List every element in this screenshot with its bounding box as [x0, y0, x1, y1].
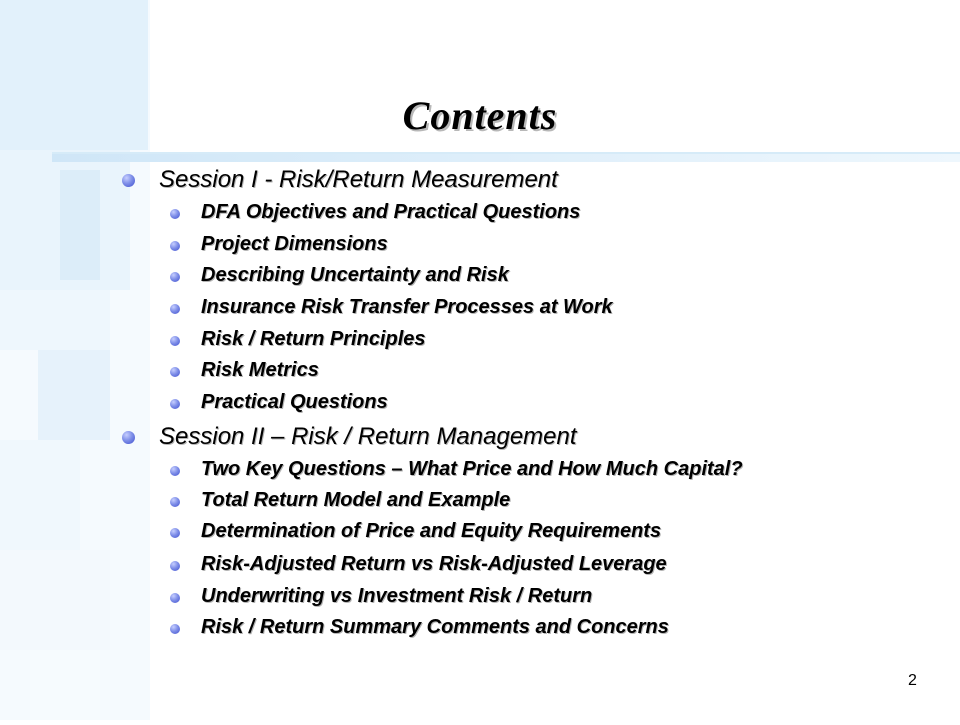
- slide-title: Contents: [402, 93, 558, 138]
- list-item-text: Describing Uncertainty and Risk: [201, 264, 509, 286]
- bullet-icon: [170, 593, 180, 603]
- list-item-text: DFA Objectives and Practical Questions: [201, 201, 581, 223]
- list-item: [201, 359, 319, 382]
- bullet-icon: [170, 304, 180, 314]
- list-item: [201, 553, 667, 576]
- list-item-text: Insurance Risk Transfer Processes at Work: [201, 296, 613, 318]
- section-heading: [159, 423, 577, 451]
- list-item-text: Project Dimensions: [201, 233, 388, 255]
- list-item: [201, 296, 613, 319]
- list-item: [201, 328, 426, 351]
- bullet-icon: [170, 624, 180, 634]
- list-item-text: Two Key Questions – What Price and How Much Capital?: [201, 458, 743, 480]
- list-item: [201, 264, 509, 287]
- bullet-icon: [170, 272, 180, 282]
- list-item-text: Total Return Model and Example: [201, 489, 511, 511]
- list-item-text: Determination of Price and Equity Requirements: [201, 520, 662, 542]
- list-item-text: Risk-Adjusted Return vs Risk-Adjusted Leverage: [201, 553, 667, 575]
- section-heading: [159, 166, 558, 194]
- list-item-text: Practical Questions: [201, 391, 388, 413]
- bullet-icon: [170, 241, 180, 251]
- bullet-icon: [170, 336, 180, 346]
- bullet-icon: [170, 399, 180, 409]
- list-item: [201, 585, 592, 608]
- bullet-icon: [170, 497, 180, 507]
- list-item: [201, 458, 743, 481]
- bullet-icon: [170, 466, 180, 476]
- list-item: [201, 201, 580, 224]
- list-item-text: Underwriting vs Investment Risk / Return: [201, 585, 593, 607]
- bullet-icon: [170, 528, 180, 538]
- list-item: [201, 391, 388, 414]
- list-item-text: Risk / Return Principles: [201, 328, 426, 350]
- list-item-text: Risk / Return Summary Comments and Concerns: [201, 616, 669, 638]
- list-item: [201, 233, 388, 256]
- list-item: [201, 489, 510, 512]
- page-number: 2: [908, 672, 917, 689]
- section-heading-text: Session I - Risk/Return Measurement: [159, 166, 558, 193]
- list-item: [201, 616, 669, 639]
- bullet-icon: [170, 209, 180, 219]
- bullet-icon: [122, 431, 135, 444]
- bullet-icon: [170, 367, 180, 377]
- list-item: [201, 520, 661, 543]
- list-item-text: Risk Metrics: [201, 359, 319, 381]
- section-heading-text: Session II – Risk / Return Management: [159, 423, 577, 450]
- bullet-icon: [170, 561, 180, 571]
- bullet-icon: [122, 174, 135, 187]
